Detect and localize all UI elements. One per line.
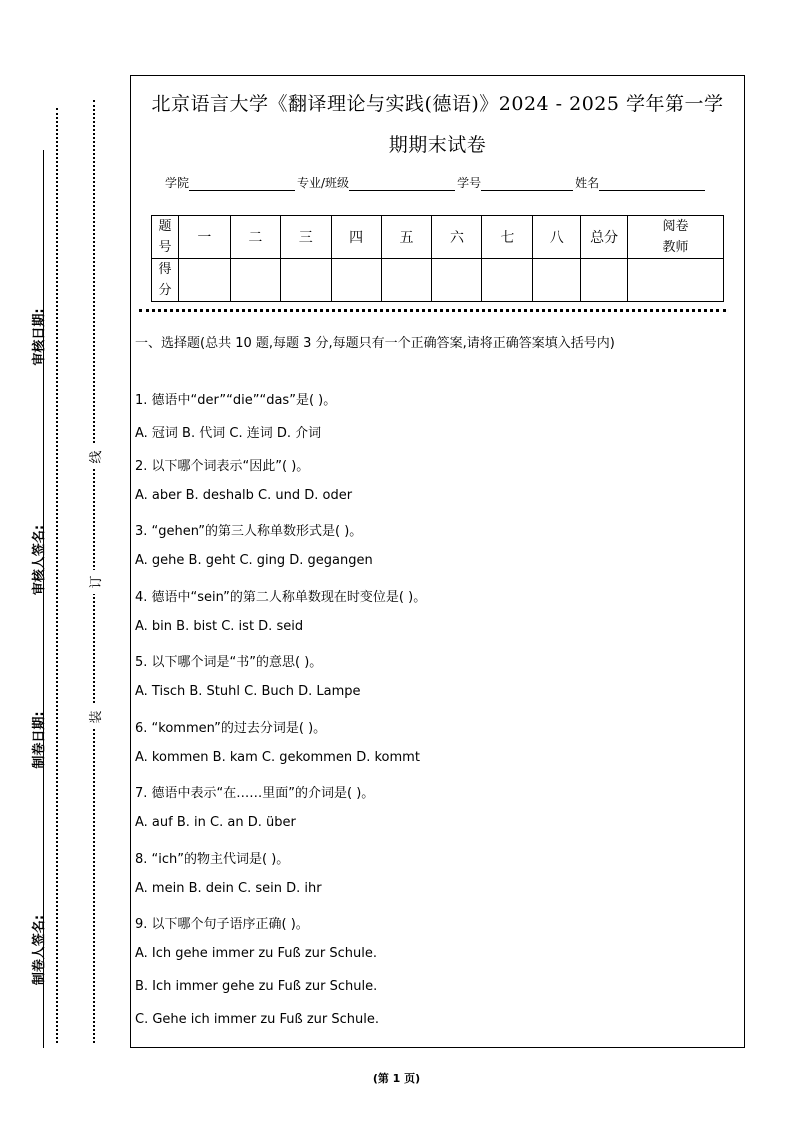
binding-char-ding: 订	[82, 570, 106, 594]
binding-char-xian: 线	[82, 445, 106, 469]
score-row-label-score	[152, 259, 179, 302]
question-col-7: 七	[482, 216, 533, 259]
question-col-5: 五	[381, 216, 432, 259]
options-7: A. auf B. in C. an D. über	[135, 815, 296, 830]
exam-title-line1: 北京语言大学《翻译理论与实践(德语)》2024 - 2025 学年第一学	[151, 93, 724, 115]
score-cell[interactable]	[280, 259, 331, 302]
score-cell[interactable]	[432, 259, 482, 302]
grader-text: 教师	[662, 240, 689, 255]
score-cell[interactable]	[381, 259, 432, 302]
options-2: A. aber B. deshalb C. und D. oder	[135, 488, 353, 503]
student-id-field[interactable]	[481, 178, 573, 191]
question-col-6: 六	[432, 216, 482, 259]
margin-label-review-date: 审核日期:	[31, 308, 47, 366]
name-label: 姓名	[575, 176, 600, 190]
option-9c: C. Gehe ich immer zu Fuß zur Schule.	[135, 1012, 380, 1027]
question-5: 5. 以下哪个词是“书”的意思( )。	[135, 655, 323, 670]
grader-text: 阅卷	[662, 219, 689, 234]
score-row-label-question	[152, 216, 179, 259]
student-info-row	[165, 174, 707, 191]
question-col-3: 三	[280, 216, 331, 259]
dotted-separator	[139, 309, 726, 312]
exam-title-line2: 期期末试卷	[388, 134, 487, 156]
option-9b: B. Ich immer gehe zu Fuß zur Schule.	[135, 979, 378, 994]
label-char: 分	[158, 283, 172, 298]
major-label: 专业/班级	[297, 176, 350, 190]
major-field[interactable]	[349, 178, 455, 191]
label-char: 得	[158, 262, 172, 277]
options-1: A. 冠词 B. 代词 C. 连词 D. 介词	[135, 426, 322, 441]
options-4: A. bin B. bist C. ist D. seid	[135, 619, 304, 634]
label-char: 题	[158, 219, 172, 234]
options-3: A. gehe B. geht C. ging D. gegangen	[135, 553, 373, 568]
margin-dotted-line-left	[56, 108, 58, 1043]
label-char: 号	[158, 240, 172, 255]
score-cell-total[interactable]	[581, 259, 628, 302]
question-2: 2. 以下哪个词表示“因此”( )。	[135, 459, 310, 474]
grader-signature-cell[interactable]	[628, 259, 724, 302]
score-cell[interactable]	[230, 259, 280, 302]
student-id-label: 学号	[457, 176, 482, 190]
name-field[interactable]	[599, 178, 705, 191]
college-label: 学院	[165, 176, 190, 190]
score-cell[interactable]	[178, 259, 230, 302]
question-col-1: 一	[178, 216, 230, 259]
score-table	[151, 215, 724, 302]
grader-header	[628, 216, 724, 259]
section1-heading: 一、选择题(总共 10 题,每题 3 分,每题只有一个正确答案,请将正确答案填入括号内)	[135, 336, 615, 351]
question-3: 3. “gehen”的第三人称单数形式是( )。	[135, 524, 363, 539]
question-col-4: 四	[331, 216, 381, 259]
question-9: 9. 以下哪个句子语序正确( )。	[135, 917, 309, 932]
score-cell[interactable]	[533, 259, 581, 302]
college-field[interactable]	[189, 178, 295, 191]
question-8: 8. “ich”的物主代词是( )。	[135, 852, 290, 867]
question-col-8: 八	[533, 216, 581, 259]
page-number: (第 1 页)	[372, 1072, 421, 1085]
score-cell[interactable]	[482, 259, 533, 302]
option-9a: A. Ich gehe immer zu Fuß zur Schule.	[135, 946, 377, 961]
score-cell[interactable]	[331, 259, 381, 302]
question-1: 1. 德语中“der”“die”“das”是( )。	[135, 393, 337, 408]
binding-char-zhuang: 装	[82, 705, 106, 729]
question-col-total: 总分	[581, 216, 628, 259]
question-7: 7. 德语中表示“在……里面”的介词是( )。	[135, 786, 375, 801]
options-8: A. mein B. dein C. sein D. ihr	[135, 881, 322, 896]
question-4: 4. 德语中“sein”的第二人称单数现在时变位是( )。	[135, 590, 427, 605]
margin-sign-line	[43, 150, 44, 1048]
margin-label-reviewer-signature: 审核人签名:	[31, 524, 47, 596]
question-6: 6. “kommen”的过去分词是( )。	[135, 721, 327, 736]
options-5: A. Tisch B. Stuhl C. Buch D. Lampe	[135, 684, 361, 699]
margin-label-paper-date: 制卷日期:	[31, 711, 47, 769]
margin-label-paper-maker-signature: 制卷人签名:	[31, 914, 47, 986]
question-col-2: 二	[230, 216, 280, 259]
options-6: A. kommen B. kam C. gekommen D. kommt	[135, 750, 420, 765]
